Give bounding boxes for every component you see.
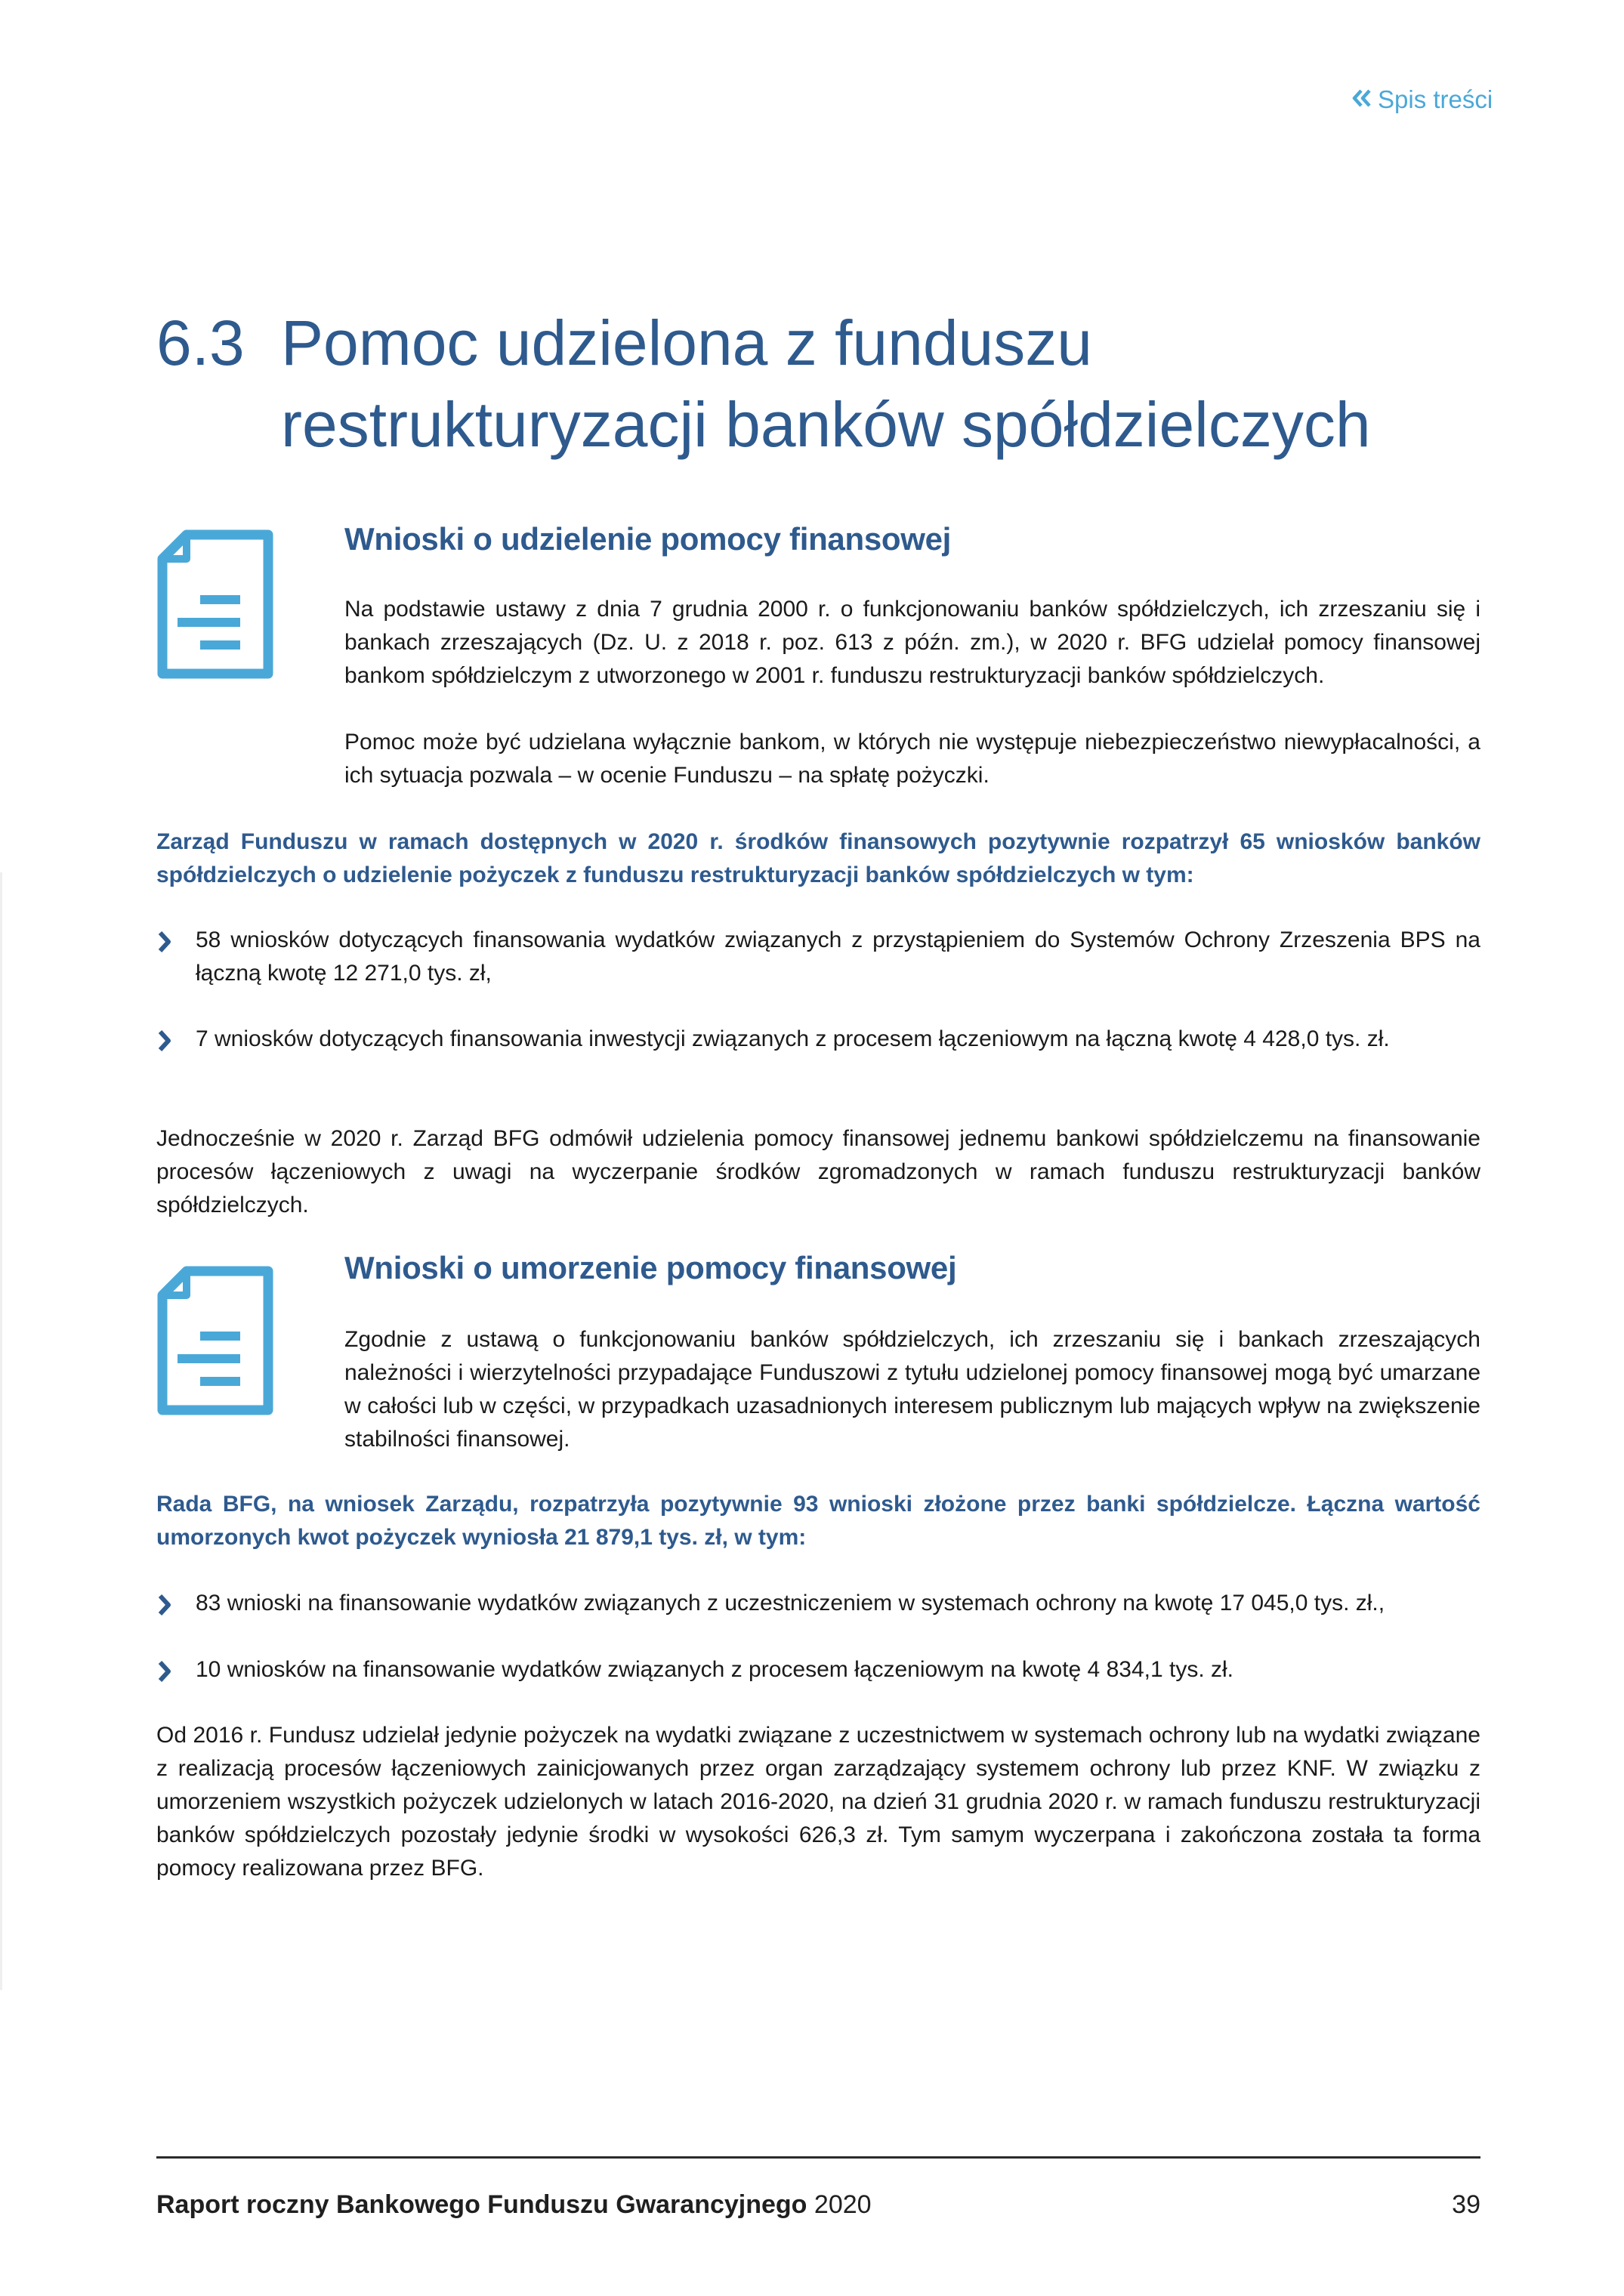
list-item-text: 7 wniosków dotyczących finansowania inwestycji związanych z procesem łączeniowym na łączną kwotę 4 428,0 tys. zł. <box>196 1026 1390 1051</box>
double-chevron-left-icon <box>1351 85 1373 114</box>
toc-link-label: Spis treści <box>1378 85 1493 113</box>
chevron-right-icon <box>156 1587 196 1621</box>
table-of-contents-link[interactable] <box>1351 85 1493 114</box>
chevron-right-icon <box>156 1653 196 1687</box>
list-item <box>156 1653 1480 1687</box>
chevron-right-icon <box>156 924 196 990</box>
paragraph-refusal: Jednocześnie w 2020 r. Zarząd BFG odmówił udzielenia pomocy finansowej jednemu bankowi spółdzielczemu na finansowanie procesów łączeniowych z uwagi na wyczerpanie środków zgromadzonych w ramach funduszu restrukturyzacji banków spółdzielczych. <box>156 1126 1480 1217</box>
subheading-loan-remission: Wnioski o umorzenie pomocy finansowej <box>344 1250 957 1285</box>
list-item-text: 58 wniosków dotyczących finansowania wydatków związanych z przystąpieniem do Systemów Ochrony Zrzeszenia BPS na łączną kwotę 12 271,0 tys. zł, <box>196 927 1480 986</box>
list-item <box>156 924 1480 990</box>
footer-divider <box>156 2156 1480 2159</box>
footer-report-title <box>156 2190 872 2220</box>
document-icon <box>155 529 276 680</box>
list-item-text: 10 wniosków na finansowanie wydatków związanych z procesem łączeniowym na kwotę 4 834,1 tys. zł. <box>196 1657 1233 1682</box>
footer-report-year: 2020 <box>814 2190 872 2219</box>
section-title-line1: Pomoc udzielona z funduszu <box>281 307 1092 378</box>
paragraph-eligibility: Pomoc może być udzielana wyłącznie bankom, w których nie występuje niebezpieczeństwo niewypłacalności, a ich sytuacja pozwala – w ocenie Funduszu – na spłatę pożyczki. <box>344 730 1480 788</box>
summary-remitted-applications: Rada BFG, na wniosek Zarządu, rozpatrzyła pozytywnie 93 wnioski złożone przez banki spółdzielcze. Łączna wartość umorzonych kwot pożyczek wyniosła 21 879,1 tys. zł, w tym: <box>156 1492 1480 1550</box>
section-number: 6.3 <box>156 307 245 378</box>
page-edge-shadow <box>0 872 2 1990</box>
footer-report-name: Raport roczny Bankowego Funduszu Gwarancyjnego <box>156 2190 807 2219</box>
subheading-loan-applications: Wnioski o udzielenie pomocy finansowej <box>344 521 952 557</box>
list-item-text: 83 wnioski na finansowanie wydatków związanych z uczestniczeniem w systemach ochrony na kwotę 17 045,0 tys. zł., <box>196 1591 1385 1616</box>
summary-approved-applications: Zarząd Funduszu w ramach dostępnych w 2020 r. środków finansowych pozytywnie rozpatrzył 65 wniosków banków spółdzielczych o udzielenie pożyczek z funduszu restrukturyzacji banków spółdzielczych w tym: <box>156 829 1480 887</box>
paragraph-remission-basis: Zgodnie z ustawą o funkcjonowaniu banków spółdzielczych, ich zrzeszaniu się i bankach zrzeszających należności i wierzytelności przypadające Funduszowi z tytułu udzielonej pomocy finansowej mogą być umarzane w całości lub w części, w przypadkach uzasadnionych interesem publicznym lub mających wpływ na zwiększenie stabilności finansowej. <box>344 1327 1480 1452</box>
document-icon <box>155 1265 276 1416</box>
section-title-line2: restrukturyzacji banków spółdzielczych <box>281 389 1371 460</box>
paragraph-fund-exhausted: Od 2016 r. Fundusz udzielał jedynie pożyczek na wydatki związane z uczestnictwem w systemach ochrony lub na wydatki związane z realizacją procesów łączeniowych zainicjowanych przez organ zarządzający systemem ochrony lub przez KNF. W związku z umorzeniem wszystkich pożyczek udzielonych w latach 2016-2020, na dzień 31 grudnia 2020 r. w ramach funduszu restrukturyzacji banków spółdzielczych pozostały jedynie środki w wysokości 626,3 zł. Tym samym wyczerpana i zakończona została ta forma pomocy realizowana przez BFG. <box>156 1723 1480 1881</box>
page-number: 39 <box>1452 2190 1480 2219</box>
section-title <box>156 302 1516 465</box>
list-item <box>156 1587 1480 1621</box>
list-item <box>156 1023 1480 1057</box>
paragraph-legal-basis: Na podstawie ustawy z dnia 7 grudnia 2000 r. o funkcjonowaniu banków spółdzielczych, ich zrzeszaniu się i bankach zrzeszających (Dz. U. z 2018 r. poz. 613 z późn. zm.), w 2020 r. BFG udzielał pomocy finansowej bankom spółdzielczym z utworzonego w 2001 r. funduszu restrukturyzacji banków spółdzielczych. <box>344 597 1480 688</box>
chevron-right-icon <box>156 1023 196 1057</box>
